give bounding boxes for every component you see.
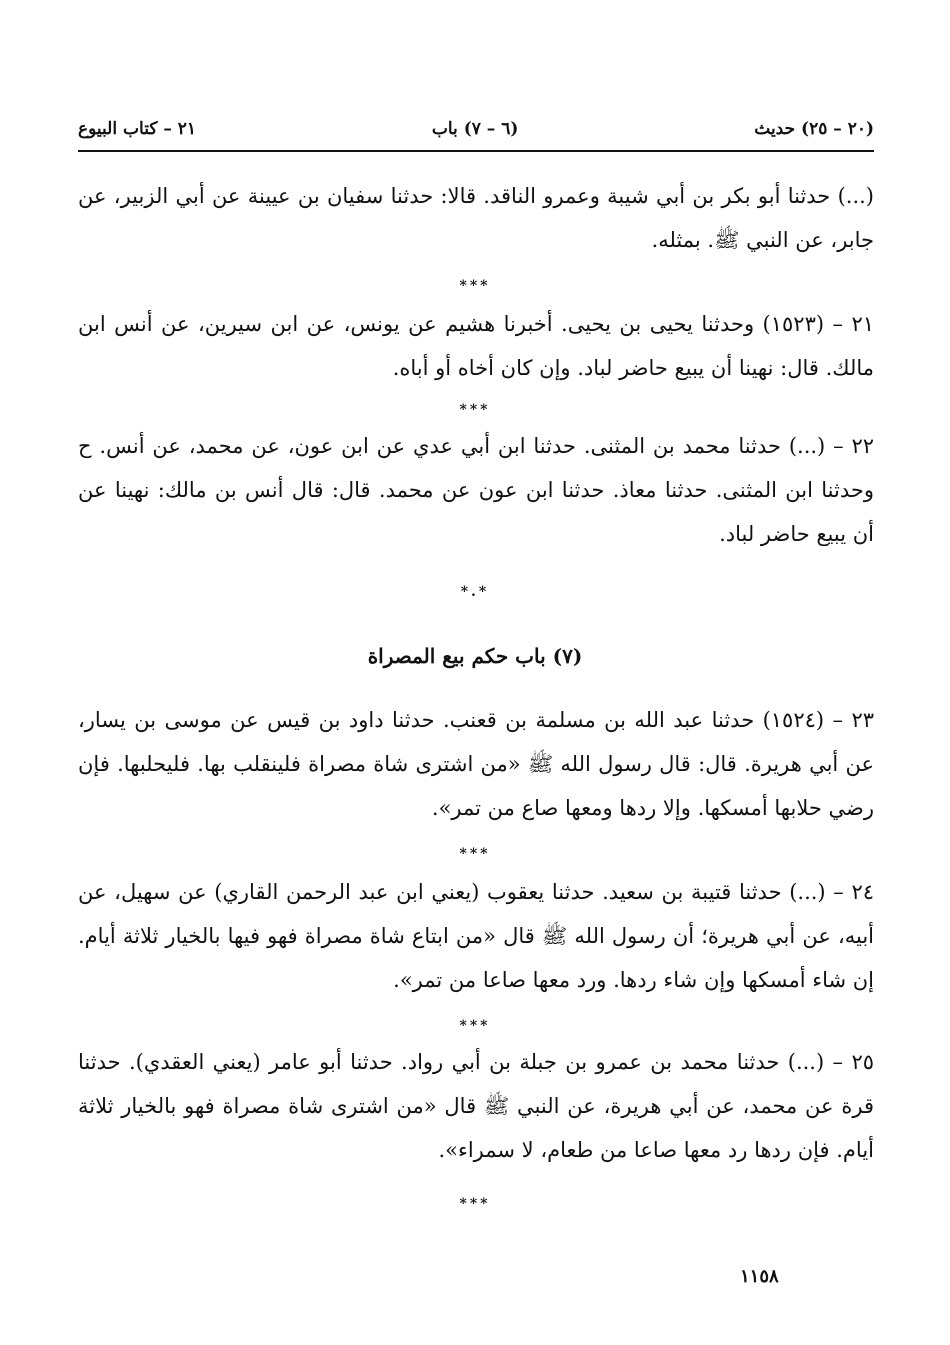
separator-stars: *** bbox=[459, 402, 491, 418]
separator-stars: *** bbox=[459, 278, 491, 294]
hadith-block: ٢٤ – (...) حدثنا قتيبة بن سعيد. حدثنا يعقوب (يعني ابن عبد الرحمن القاري) عن سهيل، عن أبيه، عن أبي هريرة؛ أن رسول الله ﷺ قال «من ابتاع شاة مصراة فهو فيها بالخيار ثلاثة أيام. إن شاء أمسكها وإن شاء ردها. ورد معها صاعا من تمر». bbox=[78, 880, 874, 992]
hadith-block: ٢١ – (١٥٢٣) وحدثنا يحيى بن يحيى. أخبرنا هشيم عن يونس، عن ابن سيرين، عن أنس ابن مالك. قال: نهينا أن يبيع حاضر لباد. وإن كان أخاه أو أباه. bbox=[78, 312, 874, 380]
page-number: ١١٥٨ bbox=[740, 1266, 779, 1287]
hadith-block: ٢٢ – (...) حدثنا محمد بن المثنى. حدثنا ابن أبي عدي عن ابن عون، عن محمد، عن أنس. ح وحدثنا ابن المثنى. حدثنا معاذ. حدثنا ابن عون عن محمد. قال: قال أنس بن مالك: نهينا عن أن يبيع حاضر لباد. bbox=[78, 434, 874, 546]
separator-stars: *** bbox=[459, 1018, 491, 1034]
running-header bbox=[78, 114, 874, 144]
section-break-stars: *.* bbox=[460, 584, 490, 600]
hadith-block: ٢٣ – (١٥٢٤) حدثنا عبد الله بن مسلمة بن قعنب. حدثنا داود بن قيس عن موسى بن يسار، عن أبي هريرة. قال: قال رسول الله ﷺ «من اشترى شاة مصراة فلينقلب بها. فليحلبها. فإن رضي حلابها أمسكها. وإلا ردها ومعها صاع من تمر». bbox=[78, 708, 874, 820]
hadith-block: ٢٥ – (...) حدثنا محمد بن عمرو بن جبلة بن أبي رواد. حدثنا أبو عامر (يعني العقدي). حدثنا قرة عن محمد، عن أبي هريرة، عن النبي ﷺ قال «من اشترى شاة مصراة فهو بالخيار ثلاثة أيام. فإن ردها رد معها صاعا من طعام، لا سمراء». bbox=[78, 1050, 874, 1162]
header-chapter-range: (٦ – ٧) باب bbox=[431, 119, 519, 139]
header-hadith-range: (٢٠ – ٢٥) حديث bbox=[754, 119, 874, 139]
hadith-block: (...) حدثنا أبو بكر بن أبي شيبة وعمرو الناقد. قالا: حدثنا سفيان بن عيينة عن أبي الزبير، عن جابر، عن النبي ﷺ. بمثله. bbox=[78, 184, 874, 252]
separator-stars: *** bbox=[459, 1196, 491, 1212]
chapter-title: (٧) باب حكم بيع المصراة bbox=[367, 644, 583, 668]
header-rule bbox=[78, 150, 874, 152]
separator-stars: *** bbox=[459, 846, 491, 862]
header-book-title: ٢١ – كتاب البيوع bbox=[78, 119, 197, 139]
